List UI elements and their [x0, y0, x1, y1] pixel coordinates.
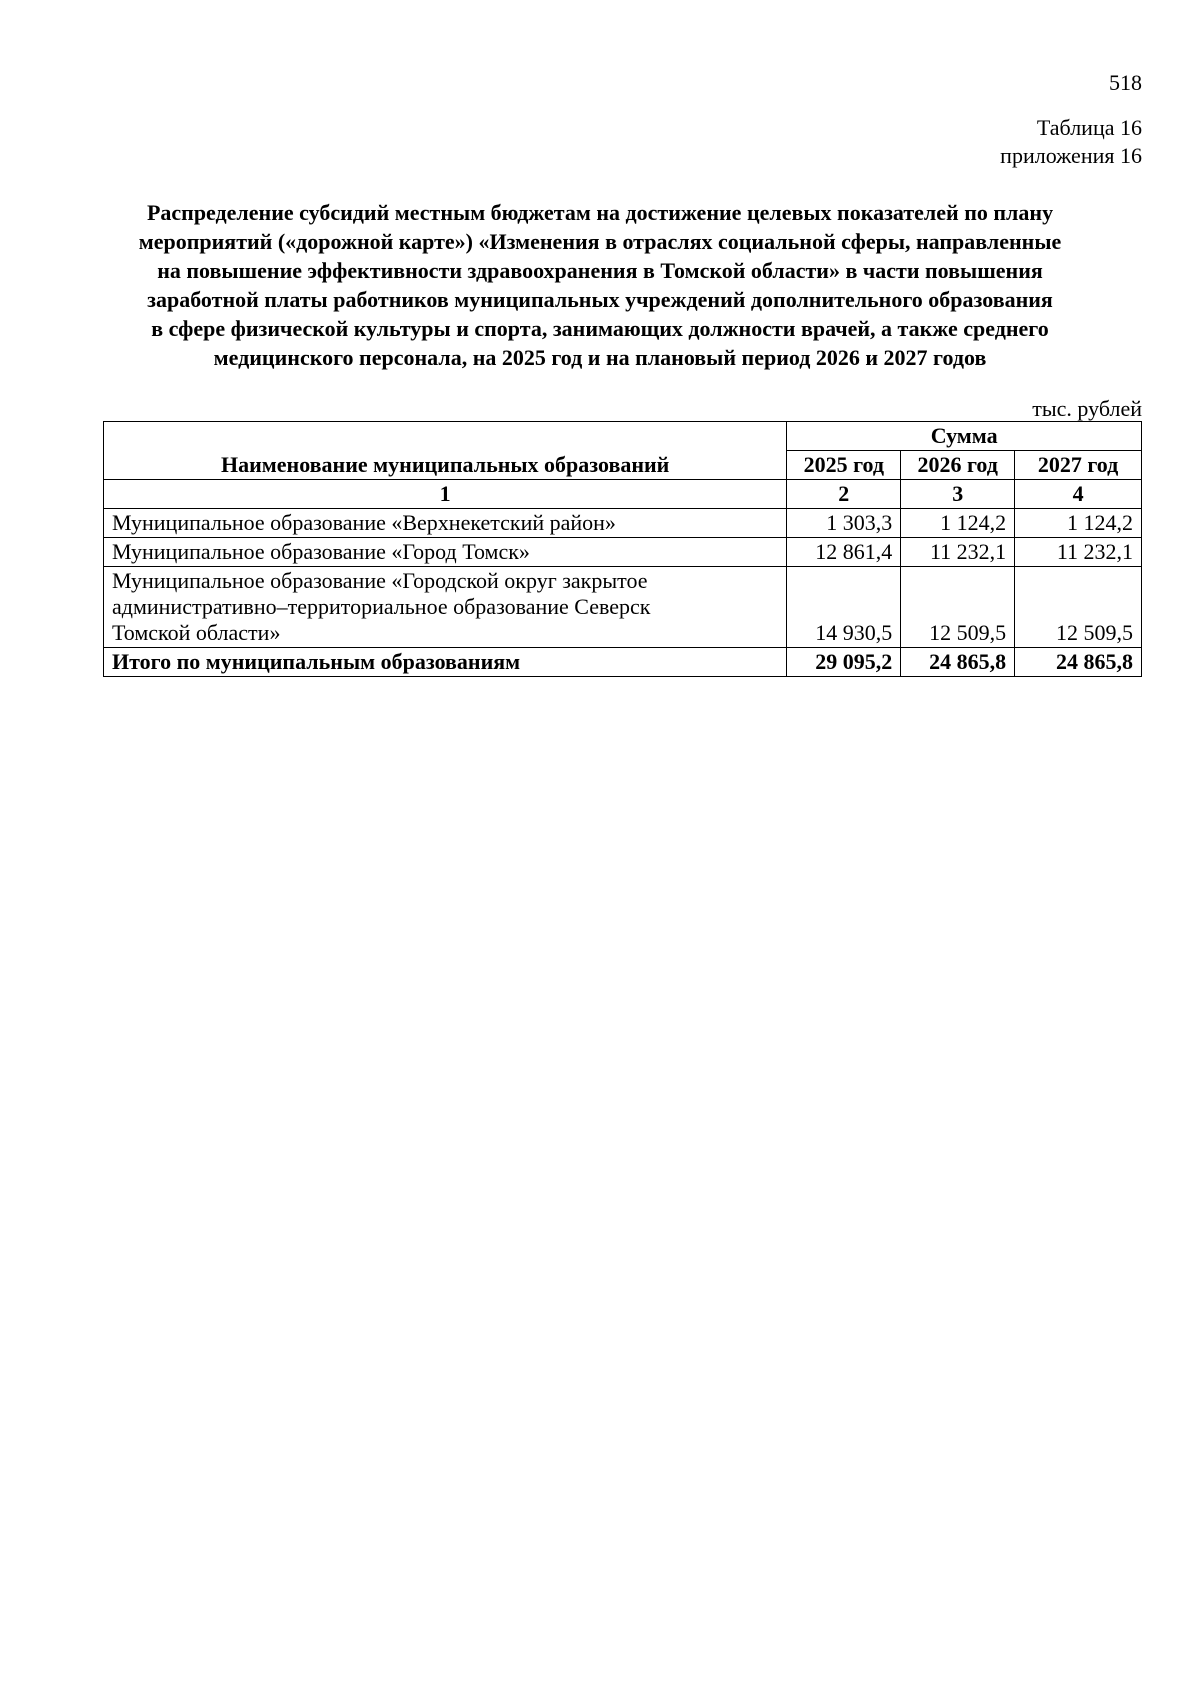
value-2027: 1 124,2: [1015, 509, 1142, 538]
title-line: медицинского персонала, на 2025 год и на плановый период 2026 и 2027 годов: [213, 345, 987, 370]
title-line: заработной платы работников муниципальных учреждений дополнительного образования: [147, 287, 1053, 312]
municipality-name-line: административно–территориальное образование Северск: [112, 594, 651, 619]
title-line: мероприятий («дорожной карте») «Изменения в отраслях социальной сферы, направленные: [138, 229, 1062, 254]
table-ref-line-2: приложения 16: [1000, 143, 1142, 168]
header-row: [104, 422, 1142, 451]
title-line: на повышение эффективности здравоохранения в Томской области» в части повышения: [157, 258, 1043, 283]
column-number: 2: [787, 480, 901, 509]
table-row: [104, 509, 1142, 538]
total-row: [104, 648, 1142, 677]
value-2025: 12 861,4: [787, 538, 901, 567]
header-year-2026: 2026 год: [901, 451, 1015, 480]
total-label: Итого по муниципальным образованиям: [104, 648, 787, 677]
municipality-name: [104, 567, 787, 648]
table-reference: [1000, 114, 1142, 170]
municipality-name: [104, 509, 787, 538]
municipality-name-line: Муниципальное образование «Город Томск»: [112, 539, 530, 564]
header-municipality: Наименование муниципальных образований: [104, 422, 787, 480]
column-number: 3: [901, 480, 1015, 509]
value-2027: 11 232,1: [1015, 538, 1142, 567]
units-label: тыс. рублей: [1032, 396, 1142, 421]
total-2027: 24 865,8: [1015, 648, 1142, 677]
value-2025: 1 303,3: [787, 509, 901, 538]
column-number: 4: [1015, 480, 1142, 509]
municipality-name: [104, 538, 787, 567]
total-2025: 29 095,2: [787, 648, 901, 677]
total-2026: 24 865,8: [901, 648, 1015, 677]
table-row: [104, 538, 1142, 567]
subsidy-table: [103, 421, 1142, 677]
value-2026: 11 232,1: [901, 538, 1015, 567]
title-line: в сфере физической культуры и спорта, занимающих должности врачей, а также среднего: [151, 316, 1049, 341]
table-row: [104, 567, 1142, 648]
document-title: [100, 198, 1100, 372]
header-year-2025: 2025 год: [787, 451, 901, 480]
header-year-2027: 2027 год: [1015, 451, 1142, 480]
value-2027: 12 509,5: [1015, 567, 1142, 648]
column-number: 1: [104, 480, 787, 509]
municipality-name-line: Муниципальное образование «Верхнекетский район»: [112, 510, 616, 535]
header-sum: Сумма: [787, 422, 1142, 451]
column-number-row: [104, 480, 1142, 509]
value-2025: 14 930,5: [787, 567, 901, 648]
municipality-name-line: Томской области»: [112, 620, 281, 645]
value-2026: 12 509,5: [901, 567, 1015, 648]
table-ref-line-1: Таблица 16: [1036, 115, 1142, 140]
title-line: Распределение субсидий местным бюджетам на достижение целевых показателей по плану: [146, 200, 1054, 225]
value-2026: 1 124,2: [901, 509, 1015, 538]
municipality-name-line: Муниципальное образование «Городской округ закрытое: [112, 568, 648, 593]
page-number: 518: [1109, 70, 1142, 95]
